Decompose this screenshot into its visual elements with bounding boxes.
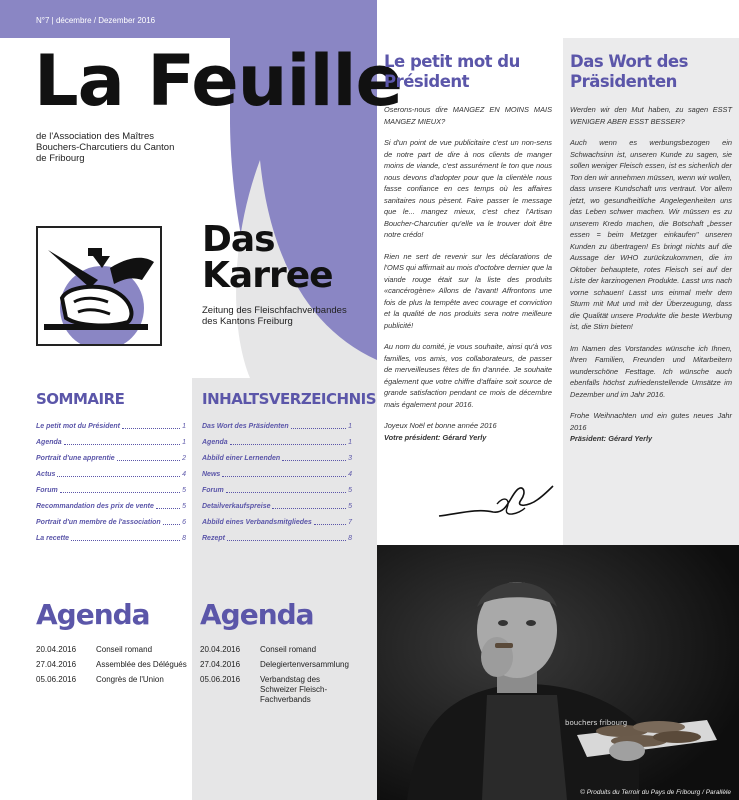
toc-item[interactable]: Agenda 1 (202, 438, 352, 446)
toc-fr (36, 390, 186, 546)
article-paragraph: Oserons-nous dire MANGEZ EN MOINS MAIS MANGEZ MIEUX? (384, 105, 552, 126)
toc-item[interactable]: La recette 8 (36, 534, 186, 542)
toc-de (202, 390, 377, 546)
signature-image (437, 478, 555, 524)
agenda-row: 05.06.2016 Verbandstag des Schweizer Fleisch-Fachverbands (200, 675, 328, 704)
toc-fr-heading: SOMMAIRE (36, 390, 125, 408)
toc-item[interactable]: Portrait d'un membre de l'association 6 (36, 518, 186, 526)
toc-item[interactable]: Actus 4 (36, 470, 186, 478)
article-fr-heading: Le petit mot du Président (384, 52, 520, 91)
toc-item[interactable]: Rezept 8 (202, 534, 352, 542)
article-paragraph: Auch wenn es werbungsbezogen ein Schwachsinn ist, unseren Kunde zu sagen, sie sollen weniger Fleisch essen, ist es sicherlich der Ton den wir annehmen müssen, wenn wir wollen, dass unsere Kundschaft uns vertraut. Vor allem jetzt, wo gesundheitliche Angelegenheiten uns das Leben schwer machen. Wir müssen es zu unserem Kredo machen, die Botschaft „besser essen = beim Metzger einkaufen" unseren Kunden zu übertragen! Es bringt nichts auf die Aussage der WHO zurückzukommen, die im Oktober behauptete, rotes Fleisch sei auf der Liste der karzinogenen Produkte. Lasst uns nach vorne schauen! Lasst uns einmal mehr dem Sturm mit Mut und mit der Überzeugung, dass die Qualität unsere Produkte die beste Werbung ist, die Stirn bieten! (570, 138, 732, 331)
agenda-fr (36, 598, 196, 690)
butcher-logo (36, 226, 162, 346)
agenda-de (200, 598, 360, 710)
agenda-row: 27.04.2016 Assemblée des Délégués (36, 660, 187, 669)
apron-logo-text: bouchers fribourg (565, 719, 628, 727)
article-paragraph: Werden wir den Mut haben, zu sagen ESST WENIGER ABER ESST BESSER? (570, 105, 732, 126)
toc-item[interactable]: Forum 5 (202, 486, 352, 494)
article-de-heading: Das Wort des Präsidenten (570, 52, 688, 91)
article-signoff: Präsident: Gérard Yerly (570, 434, 653, 443)
masthead-title-de: Das Karree (202, 219, 333, 296)
toc-item[interactable]: Forum 5 (36, 486, 186, 494)
article-paragraph: Rien ne sert de revenir sur les déclarations de l'OMS qui affirmait au mois d'octobre dernier que la viande rouge était sur la liste des produits «cancérogène» Allons de l'avant! Affrontons une fois de plus la tempête avec courage et conviction et la qualité de nos produits sera notre meilleure publicité! (384, 251, 552, 330)
article-fr (384, 52, 552, 453)
article-paragraph: Frohe Weihnachten und ein gutes neues Jahr 2016 (570, 411, 732, 432)
agenda-fr-heading: Agenda (36, 598, 150, 631)
toc-item[interactable]: Abbild eines Verbandsmitgliedes 7 (202, 518, 352, 526)
toc-item[interactable]: Das Wort des Präsidenten 1 (202, 422, 352, 430)
agenda-row: 20.04.2016 Conseil romand (200, 645, 317, 654)
article-signoff: Votre président: Gérard Yerly (384, 432, 487, 442)
toc-item[interactable]: Recommandation des prix de vente 5 (36, 502, 186, 510)
article-paragraph: Au nom du comité, je vous souhaite, ainsi qu'à vos familles, vos amis, vos collaborateurs, de passer de merveilleuses fêtes de fin d'année. Je souhaite également que votre chiffre d'affaire soit source de grande satisfaction pendant ce mois de décembre mais également pour 2016. (384, 342, 552, 409)
toc-item[interactable]: News 4 (202, 470, 352, 478)
article-paragraph: Si d'un point de vue publicitaire c'est un non-sens de notre part de dire à nos clients de manger moins de viande, c'est assurément le ton que nous nous devons d'adopter pour que la clientèle nous fasse confiance en ces temps où les affaires sanitaires nous pèsent. Faire passer le message que le... mangez mieux, c'est chez l'Artisan Boucher-Charcutier qu'elle va le trouver doit être notre crédo! (384, 138, 552, 239)
toc-item[interactable]: Agenda 1 (36, 438, 186, 446)
issue-line: N°7 | décembre / Dezember 2016 (36, 16, 156, 25)
article-paragraph: Joyeux Noël et bonne année 2016 (384, 421, 497, 430)
agenda-row: 05.06.2016 Congrès de l'Union (36, 675, 164, 684)
toc-item[interactable]: Detailverkaufspreise 5 (202, 502, 352, 510)
masthead-subtitle: de l'Association des Maîtres Bouchers-Charcutiers du Canton de Fribourg (36, 131, 175, 164)
photo-credit: © Produits du Terroir du Pays de Fribourg / Parallèle (580, 789, 731, 796)
toc-item[interactable]: Le petit mot du Président 1 (36, 422, 186, 430)
article-de (570, 52, 732, 455)
masthead-title: La Feuille (34, 40, 402, 122)
agenda-row: 20.04.2016 Conseil romand (36, 645, 153, 654)
agenda-row: 27.04.2016 Delegiertenversammlung (200, 660, 349, 669)
toc-de-heading: INHALTSVERZEICHNIS (202, 390, 377, 408)
president-photo (377, 545, 739, 800)
agenda-de-heading: Agenda (200, 598, 314, 631)
toc-item[interactable]: Abbild einer Lernenden 3 (202, 454, 352, 462)
article-paragraph: Im Namen des Vorstandes wünsche ich Ihnen, Ihren Familien, Freunden und Mitarbeitern wunderschöne Festtage. Ich wünsche auch ebenfalls höchst zufriedenstellende Umsätze im Dezember und im Jahr 2016. (570, 343, 732, 399)
masthead-subtitle-de: Zeitung des Fleischfachverbandes des Kantons Freiburg (202, 305, 347, 327)
toc-item[interactable]: Portrait d'une apprentie 2 (36, 454, 186, 462)
